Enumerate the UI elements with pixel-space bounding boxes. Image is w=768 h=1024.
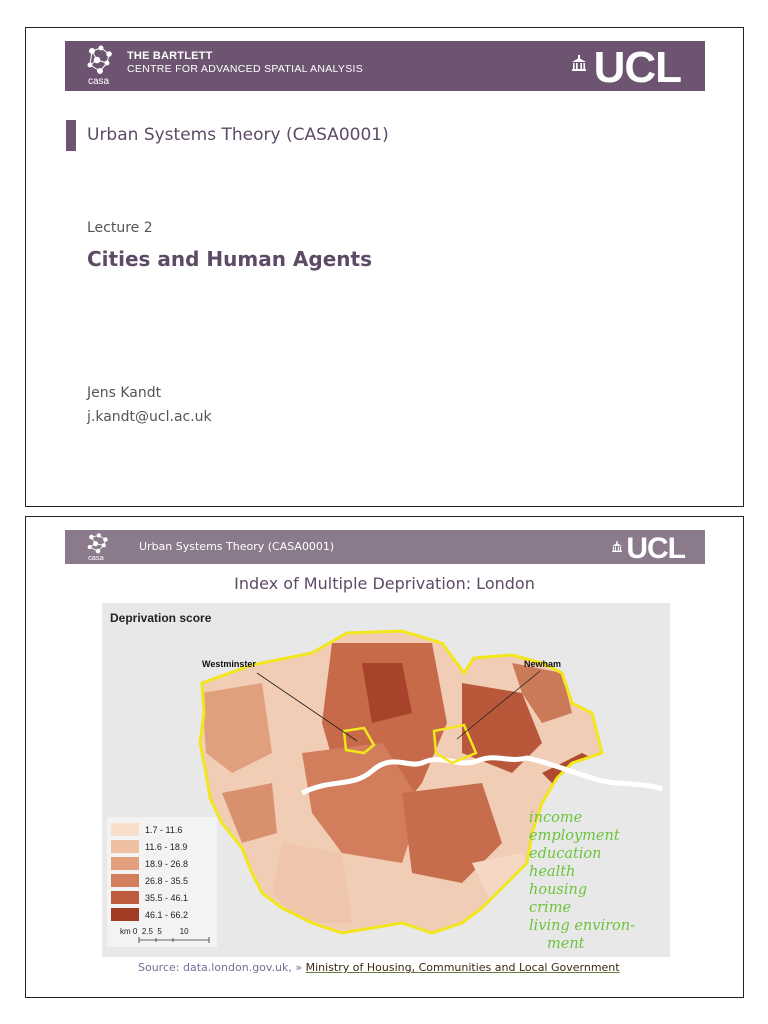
author-email[interactable]: j.kandt@ucl.ac.uk bbox=[87, 409, 212, 425]
casa-logo-icon bbox=[87, 533, 109, 561]
legend-swatch bbox=[111, 823, 139, 836]
portico-icon bbox=[612, 541, 622, 552]
note-line: education bbox=[529, 846, 602, 862]
accent-bar bbox=[66, 120, 76, 151]
map-legend bbox=[107, 817, 217, 947]
source-link[interactable]: Ministry of Housing, Communities and Local Government bbox=[305, 961, 620, 974]
ucl-logo bbox=[572, 43, 681, 92]
portico-icon bbox=[572, 55, 586, 71]
scale-tick: 2.5 bbox=[141, 927, 153, 936]
legend-row bbox=[111, 857, 188, 870]
title-slide bbox=[25, 27, 744, 507]
legend-range: 35.5 - 46.1 bbox=[145, 892, 189, 903]
legend-range: 1.7 - 11.6 bbox=[145, 824, 183, 835]
source-citation bbox=[138, 961, 620, 974]
bartlett-org bbox=[127, 50, 363, 76]
slide-title: Index of Multiple Deprivation: London bbox=[234, 574, 535, 593]
newham-label: Newham bbox=[524, 659, 562, 669]
handwritten-notes bbox=[529, 809, 635, 953]
lecture-title: Cities and Human Agents bbox=[87, 247, 372, 271]
note-line: health bbox=[529, 864, 576, 880]
scale-tick: 10 bbox=[179, 927, 189, 936]
author-name: Jens Kandt bbox=[87, 385, 162, 401]
legend-row bbox=[111, 891, 188, 904]
course-title: Urban Systems Theory (CASA0001) bbox=[87, 125, 389, 145]
legend-row bbox=[111, 823, 182, 836]
header-band bbox=[65, 41, 705, 91]
note-line: housing bbox=[529, 882, 588, 898]
svg-text:casa: casa bbox=[88, 76, 110, 87]
scale-bar bbox=[137, 935, 217, 945]
legend-swatch bbox=[111, 908, 139, 921]
legend-range: 11.6 - 18.9 bbox=[145, 841, 188, 852]
legend-swatch bbox=[111, 891, 139, 904]
deprivation-map bbox=[102, 603, 670, 957]
deprivation-slide bbox=[25, 516, 744, 998]
header-course-title: Urban Systems Theory (CASA0001) bbox=[139, 540, 335, 553]
note-line: employment bbox=[529, 828, 620, 844]
note-line: income bbox=[529, 810, 583, 826]
casa-logo-icon bbox=[87, 45, 113, 87]
scale-tick: 0 bbox=[132, 927, 138, 936]
ucl-logo bbox=[612, 532, 685, 565]
org-line-2: CENTRE FOR ADVANCED SPATIAL ANALYSIS bbox=[127, 63, 364, 75]
source-prefix: Source: data.london.gov.uk, » bbox=[138, 961, 303, 974]
ucl-wordmark: UCL bbox=[626, 532, 685, 565]
westminster-label: Westminster bbox=[202, 659, 256, 669]
map-legend-title: Deprivation score bbox=[110, 611, 212, 625]
legend-range: 46.1 - 66.2 bbox=[145, 909, 189, 920]
note-line: crime bbox=[529, 900, 572, 916]
legend-row bbox=[111, 908, 188, 921]
note-line: living environ- bbox=[529, 918, 635, 934]
legend-swatch bbox=[111, 874, 139, 887]
lecture-number: Lecture 2 bbox=[87, 220, 153, 236]
scale-unit: km bbox=[120, 927, 131, 936]
legend-row bbox=[111, 874, 188, 887]
org-line-1: THE BARTLETT bbox=[127, 50, 213, 62]
legend-swatch bbox=[111, 857, 139, 870]
ucl-wordmark: UCL bbox=[593, 43, 681, 92]
svg-text:casa: casa bbox=[88, 553, 104, 561]
note-line: ment bbox=[547, 936, 585, 952]
legend-row bbox=[111, 840, 187, 853]
legend-swatch bbox=[111, 840, 139, 853]
scale-tick: 5 bbox=[157, 927, 162, 936]
header-band bbox=[65, 530, 705, 564]
legend-range: 26.8 - 35.5 bbox=[145, 875, 189, 886]
legend-range: 18.9 - 26.8 bbox=[145, 858, 189, 869]
